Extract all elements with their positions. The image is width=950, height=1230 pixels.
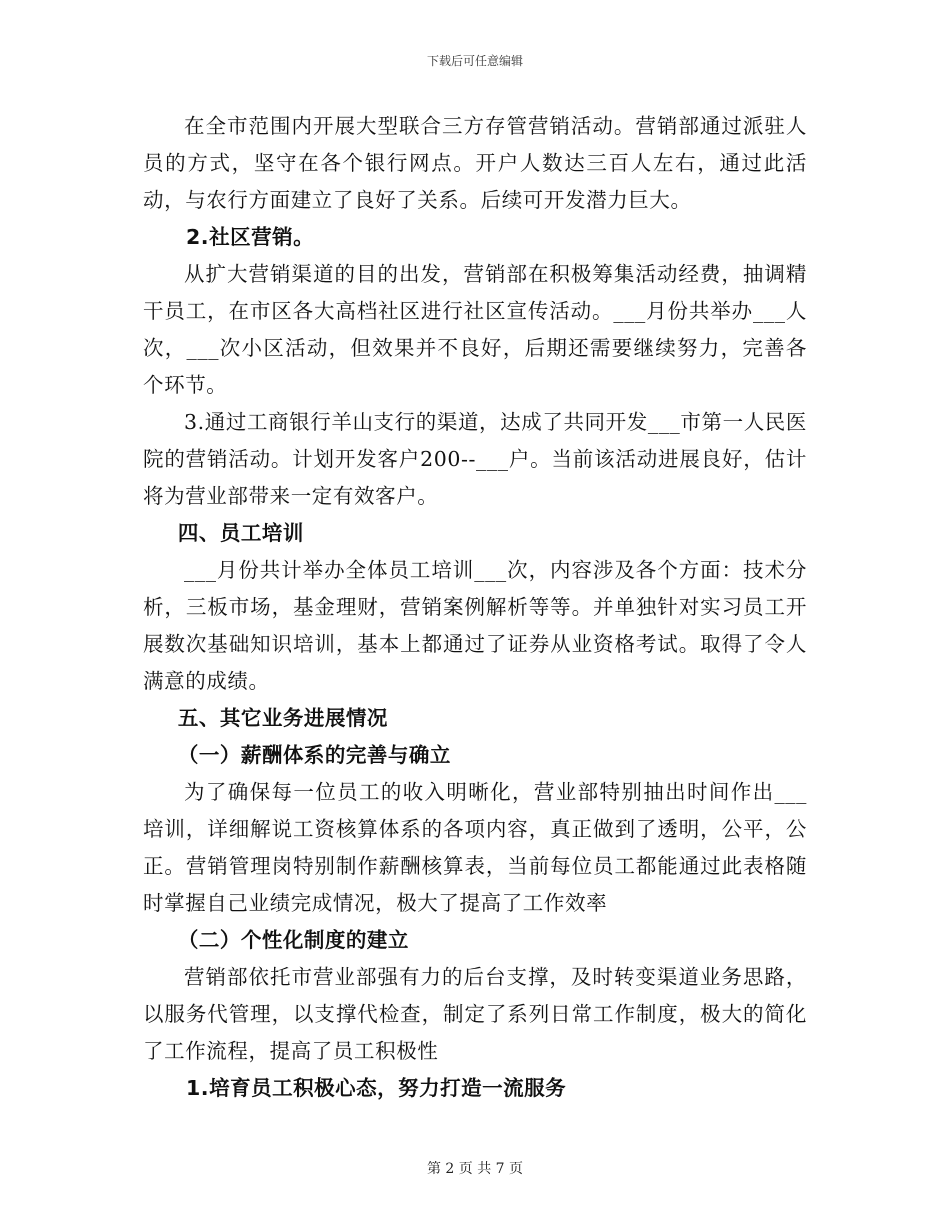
document-body xyxy=(143,108,807,1107)
heading-other-business: 五、其它业务进展情况 xyxy=(177,706,388,730)
heading-salary-system: （一）薪酬体系的完善与确立 xyxy=(177,743,451,767)
paragraph-joint-custody-campaign: 在全市范围内开展大型联合三方存管营销活动。营销部通过派驻人员的方式，坚守在各个银行网点。开户人数达三百人左右，通过此活动，与农行方面建立了良好了关系。后续可开发潜力巨大。 xyxy=(143,114,807,212)
page-header: 下载后可任意编辑 xyxy=(426,54,523,68)
paragraph-salary-system: 为了确保每一位员工的收入明晰化，营业部特别抽出时间作出___培训，详细解说工资核算体系的各项内容，真正做到了透明，公平，公正。营销管理岗特别制作薪酬核算表，当前每位员工都能通过此表格随时掌握自己业绩完成情况，极大了提高了工作效率 xyxy=(143,780,807,915)
paragraph-staff-training: ___月份共计举办全体员工培训___次，内容涉及各个方面：技术分析，三板市场，基金理财，营销案例解析等等。并单独针对实习员工开展数次基础知识培训，基本上都通过了证券从业资格考试。取得了令人满意的成绩。 xyxy=(143,558,807,693)
paragraph-personalized-system: 营销部依托市营业部强有力的后台支撑，及时转变渠道业务思路，以服务代管理，以支撑代检查，制定了系列日常工作制度，极大的简化了工作流程，提高了员工积极性 xyxy=(143,965,807,1063)
heading-personalized-system: （二）个性化制度的建立 xyxy=(177,928,409,952)
paragraph-icbc-hospital: 3.通过工商银行羊山支行的渠道，达成了共同开发___市第一人民医院的营销活动。计划开发客户200--___户。当前该活动进展良好，估计将为营业部带来一定有效客户。 xyxy=(143,410,808,508)
heading-staff-training: 四、员工培训 xyxy=(177,521,304,545)
page-footer: 第 2 页 共 7 页 xyxy=(426,1161,524,1177)
paragraph-community-marketing: 从扩大营销渠道的目的出发，营销部在积极筹集活动经费，抽调精干员工，在市区各大高档社区进行社区宣传活动。___月份共举办___人次，___次小区活动，但效果并不良好，后期还需要继续努力，完善各个环节。 xyxy=(143,262,807,397)
heading-community-marketing: 2.社区营销。 xyxy=(186,225,315,249)
heading-positive-attitude: 1.培育员工积极心态，努力打造一流服务 xyxy=(186,1076,567,1100)
